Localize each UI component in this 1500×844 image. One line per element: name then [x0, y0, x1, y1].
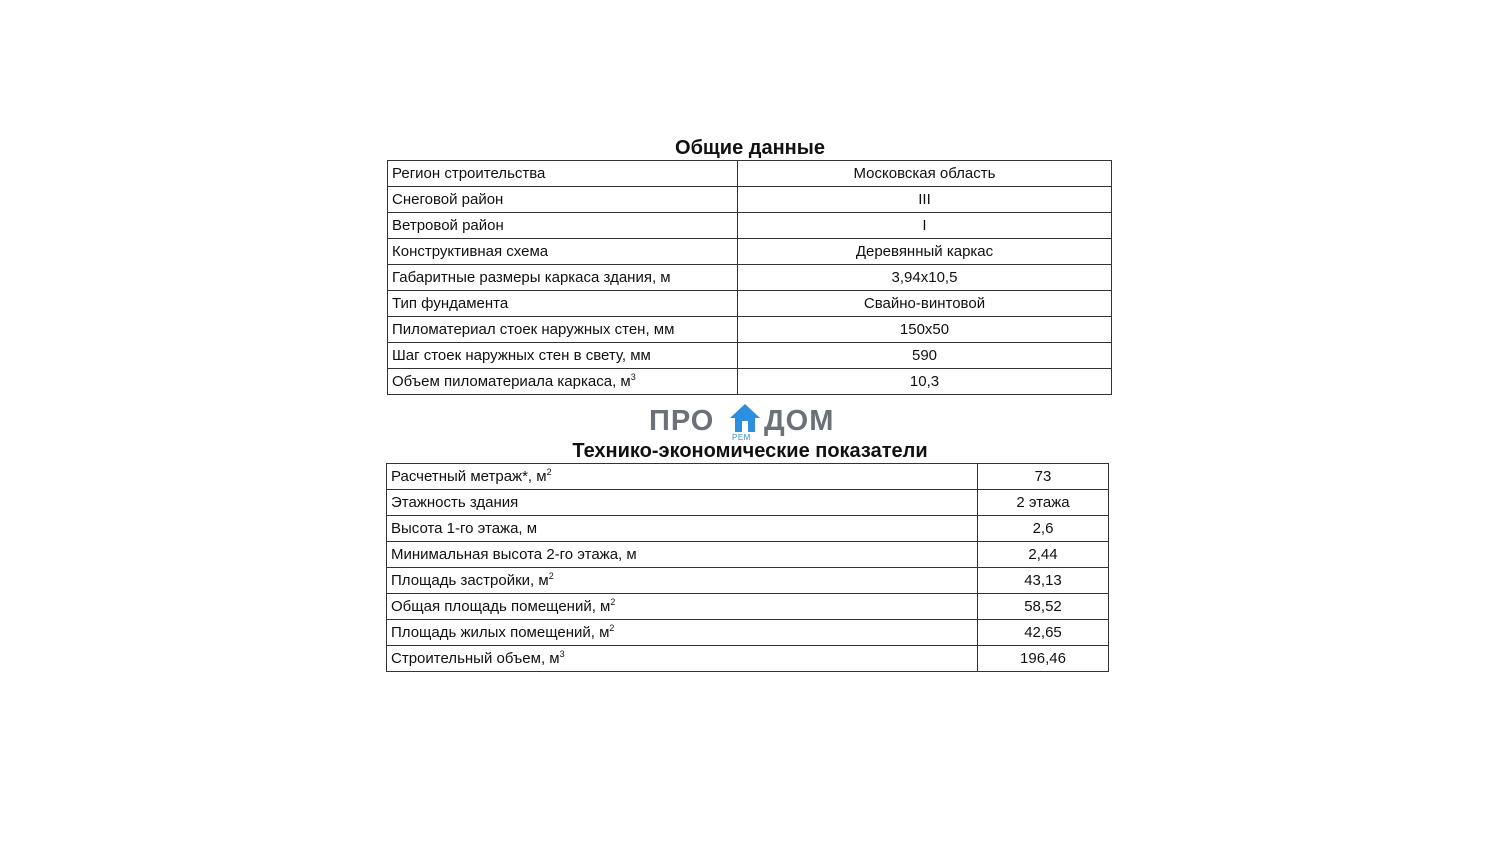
table-row: [387, 490, 1109, 516]
row-label: Строительный объем, $м^3$: [387, 646, 978, 672]
row-value: 2 этажа: [978, 490, 1109, 516]
row-value: Свайно-винтовой: [738, 291, 1112, 317]
row-value: Деревянный каркас: [738, 239, 1112, 265]
row-value: 43,13: [978, 568, 1109, 594]
table-row: [387, 516, 1109, 542]
table-row: [387, 646, 1109, 672]
table-row: [388, 213, 1112, 239]
table-row: [388, 239, 1112, 265]
general-data-table: [387, 160, 1112, 395]
row-value: 2,44: [978, 542, 1109, 568]
row-value: 10,3: [738, 369, 1112, 395]
row-value: 150x50: [738, 317, 1112, 343]
table-row: [388, 343, 1112, 369]
row-label: Расчетный метраж*, $м^2$: [387, 464, 978, 490]
row-label: Конструктивная схема: [388, 239, 738, 265]
row-label: Снеговой район: [388, 187, 738, 213]
row-label: Пиломатериал стоек наружных стен, мм: [388, 317, 738, 343]
row-label: Шаг стоек наружных стен в свету, мм: [388, 343, 738, 369]
row-label: Регион строительства: [388, 161, 738, 187]
row-value: III: [738, 187, 1112, 213]
table-row: [388, 161, 1112, 187]
tech-economic-table: [386, 463, 1109, 672]
table-row: [388, 291, 1112, 317]
logo-text-left: ПРО: [649, 405, 715, 437]
logo-subtext: РЕМ: [732, 433, 751, 442]
row-value: 590: [738, 343, 1112, 369]
tech-economic-title: Технико-экономические показатели: [572, 440, 928, 462]
row-label: Минимальная высота 2-го этажа, м: [387, 542, 978, 568]
row-value: Московская область: [738, 161, 1112, 187]
table-row: [388, 369, 1112, 395]
row-label: Площадь застройки, $м^2$: [387, 568, 978, 594]
row-value: 42,65: [978, 620, 1109, 646]
row-label: Площадь жилых помещений, $м^2$: [387, 620, 978, 646]
table-row: [388, 317, 1112, 343]
row-label: Ветровой район: [388, 213, 738, 239]
table-row: [387, 620, 1109, 646]
logo-text-right: ДОМ: [764, 405, 835, 437]
row-label: Тип фундамента: [388, 291, 738, 317]
table-row: [387, 542, 1109, 568]
house-icon: [728, 402, 762, 436]
table-row: [388, 265, 1112, 291]
row-value: 2,6: [978, 516, 1109, 542]
row-label: Объем пиломатериала каркаса, $м^3$: [388, 369, 738, 395]
row-label: Этажность здания: [387, 490, 978, 516]
row-value: 58,52: [978, 594, 1109, 620]
row-label: Высота 1-го этажа, м: [387, 516, 978, 542]
row-value: 3,94x10,5: [738, 265, 1112, 291]
row-value: 196,46: [978, 646, 1109, 672]
table-row: [387, 464, 1109, 490]
row-label: Общая площадь помещений, $м^2$: [387, 594, 978, 620]
general-data-title: Общие данные: [675, 137, 825, 159]
table-row: [387, 594, 1109, 620]
table-row: [388, 187, 1112, 213]
row-label: Габаритные размеры каркаса здания, м: [388, 265, 738, 291]
row-value: 73: [978, 464, 1109, 490]
table-row: [387, 568, 1109, 594]
prodom-logo: [648, 402, 852, 442]
row-value: I: [738, 213, 1112, 239]
